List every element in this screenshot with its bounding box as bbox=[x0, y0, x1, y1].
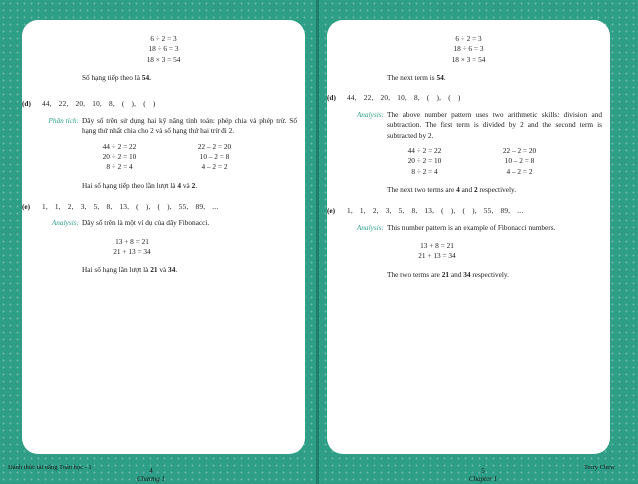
next-term-sentence: Số hạng tiếp theo là 54. bbox=[82, 73, 151, 83]
analysis-d bbox=[22, 116, 305, 137]
analysis-d bbox=[327, 110, 610, 141]
analysis-text: Dãy số trên sử dụng hai kỹ năng tính toán: phép chia và phép trừ. Số hạng thứ nhất chia cho 2 và số hạng thứ hai trừ đi 2. bbox=[82, 115, 297, 136]
question-e bbox=[22, 202, 305, 212]
question-d bbox=[327, 93, 610, 103]
equation: 18 ÷ 6 = 3 bbox=[453, 44, 484, 54]
analysis-label: Analysis: bbox=[356, 109, 384, 119]
question-e bbox=[327, 206, 610, 216]
equation: 18 × 3 = 54 bbox=[146, 54, 181, 64]
left-page bbox=[22, 20, 305, 454]
subtraction-column: 22 – 2 = 20 10 – 2 = 8 4 – 2 = 2 bbox=[502, 145, 537, 176]
working-columns bbox=[387, 146, 610, 177]
analysis-label: Analysis: bbox=[356, 222, 384, 232]
result-e: The two terms are 21 and 34 respectively. bbox=[387, 269, 509, 279]
fibonacci-equations: 13 + 8 = 21 21 + 13 = 34 bbox=[113, 236, 151, 257]
question-d bbox=[22, 99, 305, 109]
analysis-label: Phân tích: bbox=[48, 115, 79, 125]
book-spine bbox=[316, 0, 319, 484]
result-e: Hai số hạng lần lượt là 21 và 34. bbox=[82, 265, 178, 275]
right-page bbox=[327, 20, 610, 454]
division-column: 44 ÷ 2 = 22 20 ÷ 2 = 10 8 ÷ 2 = 4 bbox=[102, 141, 137, 172]
division-column: 44 ÷ 2 = 22 20 ÷ 2 = 10 8 ÷ 2 = 4 bbox=[407, 145, 442, 176]
question-label: (e) bbox=[327, 206, 336, 216]
analysis-text: This number pattern is an example of Fibonacci numbers. bbox=[387, 222, 556, 232]
analysis-text: The above number pattern uses two arithmetic skills: division and subtraction. The first term is divided by 2 and the second term is subtracted by 2. bbox=[387, 109, 602, 140]
number-sequence: 1, 1, 2, 3, 5, 8, 13, ( ), ( ), 55, 89, ... bbox=[347, 206, 524, 216]
footer-book-title: Đánh thức tài năng Toán học - 1 bbox=[8, 464, 92, 471]
left-top-equations bbox=[22, 20, 305, 65]
right-page-number: 5 Chapter 1 bbox=[468, 467, 498, 483]
working-columns bbox=[82, 142, 305, 173]
analysis-e bbox=[22, 218, 305, 228]
question-label: (d) bbox=[22, 99, 31, 109]
equation: 18 × 3 = 54 bbox=[451, 54, 486, 64]
next-term-sentence: The next term is 54. bbox=[387, 73, 446, 83]
right-top-equations bbox=[327, 20, 610, 65]
analysis-e bbox=[327, 223, 610, 233]
equation: 6 ÷ 2 = 3 bbox=[455, 34, 482, 43]
analysis-text: Dãy số trên là một ví dụ của dãy Fibonacci. bbox=[82, 218, 210, 228]
fibonacci-equations: 13 + 8 = 21 21 + 13 = 34 bbox=[418, 241, 456, 261]
number-sequence: 44, 22, 20, 10, 8, ( ), ( ) bbox=[347, 93, 461, 103]
question-label: (d) bbox=[327, 93, 336, 103]
number-sequence: 44, 22, 20, 10, 8, ( ), ( ) bbox=[42, 99, 156, 109]
result-d: Hai số hạng tiếp theo lần lượt là 4 và 2. bbox=[82, 180, 198, 190]
analysis-label: Analysis: bbox=[51, 218, 79, 228]
question-label: (e) bbox=[22, 201, 31, 211]
subtraction-column: 22 – 2 = 20 10 – 2 = 8 4 – 2 = 2 bbox=[197, 141, 232, 172]
equation: 6 ÷ 2 = 3 bbox=[150, 34, 177, 43]
number-sequence: 1, 1, 2, 3, 5, 8, 13, ( ), ( ), 55, 89, ... bbox=[42, 201, 219, 211]
left-page-number: 4 Chương 1 bbox=[137, 467, 165, 483]
footer-author: Terry Chew bbox=[584, 464, 615, 471]
equation: 18 ÷ 6 = 3 bbox=[148, 44, 179, 54]
result-d: The next two terms are 4 and 2 respectively. bbox=[387, 184, 517, 194]
